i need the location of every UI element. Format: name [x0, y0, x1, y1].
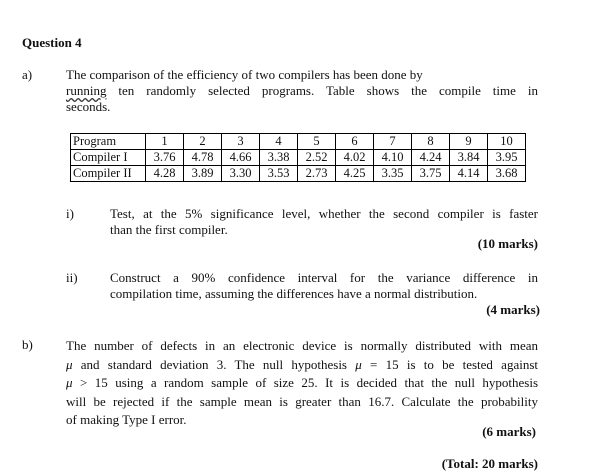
table-header-cell: 6: [336, 134, 374, 150]
table-header-cell: 8: [412, 134, 450, 150]
total-marks: (Total: 20 marks): [441, 456, 538, 471]
part-a-label: a): [22, 67, 33, 82]
table-cell: 4.14: [450, 166, 488, 182]
part-b-line2: [66, 356, 538, 375]
sub-i-marks: (10 marks): [477, 236, 538, 251]
part-b-line2-a: and standard deviation 3. The null hypothesis: [72, 356, 356, 372]
sub-i-label: i): [66, 206, 74, 221]
table-cell: 3.89: [184, 166, 222, 182]
table-cell: 4.10: [374, 150, 412, 166]
running-word: running: [66, 83, 107, 98]
table-header-cell: 1: [146, 134, 184, 150]
sub-i-line1: Test, at the 5% significance level, whether the second compiler is faster: [110, 206, 538, 221]
sub-ii-text: [110, 270, 538, 302]
sub-ii-line1: Construct a 90% confidence interval for the variance difference in: [110, 270, 538, 285]
table-cell: 4.25: [336, 166, 374, 182]
part-b-line3-rest: > 15 using a random sample of size 25. It is decided that the null hypothesis: [72, 375, 538, 390]
part-b-line2-b: = 15 is to be tested against: [361, 356, 539, 372]
part-b-marks: (6 marks): [482, 424, 536, 439]
compile-time-table: [70, 133, 526, 182]
table-cell: 4.24: [412, 150, 450, 166]
row-name-compiler-1: Compiler I: [71, 150, 146, 166]
table-header-cell: Program: [71, 134, 146, 150]
table-cell: 3.76: [146, 150, 184, 166]
table-cell: 3.53: [260, 166, 298, 182]
table-cell: 4.02: [336, 150, 374, 166]
sub-i-line2: than the first compiler.: [110, 222, 228, 237]
part-b-line3: [66, 374, 538, 393]
table-header-cell: 4: [260, 134, 298, 150]
table-cell: 4.28: [146, 166, 184, 182]
sub-ii-marks: (4 marks): [486, 302, 540, 317]
table-header-row: [71, 134, 526, 150]
table-row-compiler-1: [71, 150, 526, 166]
question-title: Question 4: [22, 35, 82, 50]
table-cell: 2.73: [298, 166, 336, 182]
table-header-cell: 9: [450, 134, 488, 150]
table-cell: 4.78: [184, 150, 222, 166]
mu-symbol: μ: [66, 375, 73, 390]
part-a-intro-line3: seconds.: [66, 99, 111, 114]
sub-ii-label: ii): [66, 270, 78, 285]
mu-symbol: μ: [355, 356, 362, 372]
part-a-intro-line1: The comparison of the efficiency of two compilers has been done by: [66, 67, 423, 82]
table-header-cell: 3: [222, 134, 260, 150]
table-header-cell: 7: [374, 134, 412, 150]
part-b-line4: will be rejected if the sample mean is greater than 16.7. Calculate the probability: [66, 393, 538, 409]
sub-ii-line2: compilation time, assuming the differences have a normal distribution.: [110, 286, 478, 301]
part-a-intro: [66, 67, 538, 115]
table-header-cell: 5: [298, 134, 336, 150]
table-cell: 2.52: [298, 150, 336, 166]
part-b-label: b): [22, 337, 33, 352]
table-cell: 3.30: [222, 166, 260, 182]
row-name-compiler-2: Compiler II: [71, 166, 146, 182]
table-header-cell: 2: [184, 134, 222, 150]
table-header-cell: 10: [488, 134, 526, 150]
table-cell: 3.68: [488, 166, 526, 182]
part-a-intro-line2: [66, 83, 538, 99]
table-cell: 3.84: [450, 150, 488, 166]
part-b-text: [66, 337, 538, 430]
part-a-intro-line2-rest: ten randomly selected programs. Table shows the compile time in: [106, 83, 538, 98]
table-cell: 4.66: [222, 150, 260, 166]
table-cell: 3.95: [488, 150, 526, 166]
part-b-line1: The number of defects in an electronic device is normally distributed with mean: [66, 338, 538, 353]
part-b-line5: of making Type I error.: [66, 412, 187, 427]
table-row-compiler-2: [71, 166, 526, 182]
sub-i-text: [110, 206, 538, 238]
table-cell: 3.38: [260, 150, 298, 166]
mu-symbol: μ: [66, 356, 73, 372]
table-cell: 3.75: [412, 166, 450, 182]
table-cell: 3.35: [374, 166, 412, 182]
